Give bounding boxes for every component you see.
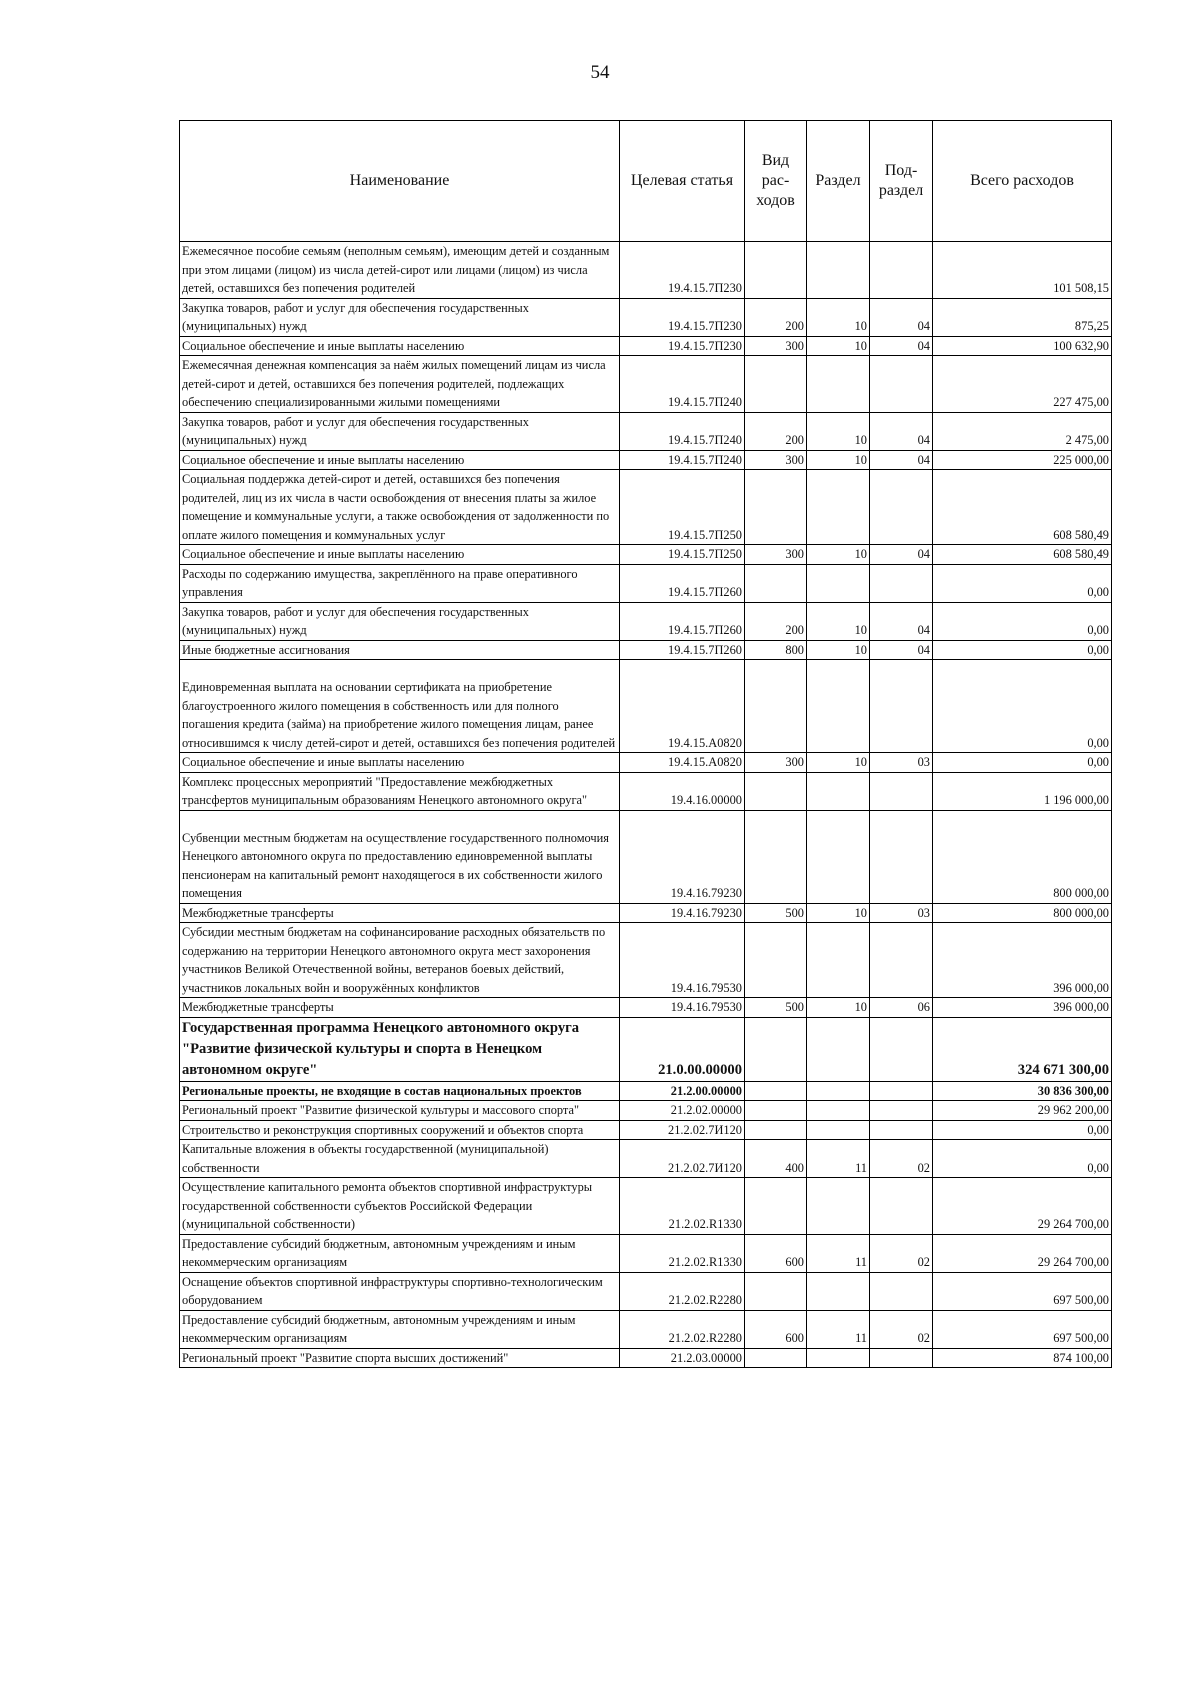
cell-target-article: 19.4.16.79530 (620, 923, 745, 998)
cell-target-article: 19.4.15.7П230 (620, 298, 745, 336)
cell-target-article: 19.4.15.7П240 (620, 450, 745, 470)
table-row (180, 412, 1112, 450)
cell-target-article: 19.4.15.7П240 (620, 412, 745, 450)
cell-name: Оснащение объектов спортивной инфраструктуры спортивно-технологическим оборудованием (180, 1272, 620, 1310)
cell-total: 100 632,90 (933, 336, 1112, 356)
cell-target-article: 21.2.02.R1330 (620, 1234, 745, 1272)
cell-section (807, 772, 870, 810)
cell-section: 10 (807, 545, 870, 565)
cell-subsection: 04 (870, 602, 933, 640)
cell-section (807, 1101, 870, 1121)
cell-total: 0,00 (933, 564, 1112, 602)
cell-name: Межбюджетные трансферты (180, 998, 620, 1018)
cell-subsection (870, 1101, 933, 1121)
cell-subsection (870, 1081, 933, 1101)
cell-subsection: 04 (870, 412, 933, 450)
table-row (180, 450, 1112, 470)
cell-name: Комплекс процессных мероприятий "Предоставление межбюджетных трансфертов муниципальным образованиям Ненецкого автономного округа" (180, 772, 620, 810)
table-header (180, 121, 1112, 242)
cell-section (807, 356, 870, 413)
header-target-article: Целевая статья (620, 121, 745, 242)
cell-section (807, 1178, 870, 1235)
table-row (180, 1120, 1112, 1140)
cell-subsection (870, 810, 933, 903)
cell-subsection (870, 772, 933, 810)
cell-expense-kind: 200 (745, 602, 807, 640)
cell-name: Осуществление капитального ремонта объектов спортивной инфраструктуры государственной собственности субъектов Российской Федерации (муниципальной собственности) (180, 1178, 620, 1235)
table-body (180, 242, 1112, 1368)
cell-name: Региональный проект "Развитие физической культуры и массового спорта" (180, 1101, 620, 1121)
cell-total: 29 962 200,00 (933, 1101, 1112, 1121)
table-row (180, 640, 1112, 660)
table-row (180, 336, 1112, 356)
cell-expense-kind: 500 (745, 998, 807, 1018)
table-row (180, 772, 1112, 810)
cell-target-article: 19.4.15.7П260 (620, 564, 745, 602)
cell-expense-kind (745, 1120, 807, 1140)
cell-name: Закупка товаров, работ и услуг для обеспечения государственных (муниципальных) нужд (180, 298, 620, 336)
cell-total: 0,00 (933, 1140, 1112, 1178)
cell-expense-kind (745, 242, 807, 299)
table-row (180, 564, 1112, 602)
cell-name: Государственная программа Ненецкого автономного округа "Развитие физической культуры и спорта в Ненецком автономном округе" (180, 1017, 620, 1081)
cell-total: 0,00 (933, 753, 1112, 773)
table-row (180, 1310, 1112, 1348)
cell-total: 0,00 (933, 640, 1112, 660)
header-total: Всего расходов (933, 121, 1112, 242)
cell-name: Субвенции местным бюджетам на осуществление государственного полномочия Ненецкого автономного округа по предоставлению единовременной выплаты пенсионерам на капитальный ремонт находящегося в их собственности жилого помещения (180, 810, 620, 903)
cell-total: 1 196 000,00 (933, 772, 1112, 810)
cell-expense-kind (745, 1348, 807, 1368)
cell-subsection: 04 (870, 336, 933, 356)
cell-target-article: 21.2.02.7И120 (620, 1140, 745, 1178)
cell-expense-kind (745, 660, 807, 753)
cell-subsection: 04 (870, 545, 933, 565)
cell-target-article: 19.4.15.7П260 (620, 640, 745, 660)
table-row (180, 903, 1112, 923)
cell-expense-kind: 300 (745, 753, 807, 773)
cell-target-article: 19.4.16.00000 (620, 772, 745, 810)
cell-target-article: 19.4.15.7П260 (620, 602, 745, 640)
cell-section: 10 (807, 412, 870, 450)
cell-subsection (870, 1120, 933, 1140)
cell-total: 874 100,00 (933, 1348, 1112, 1368)
table-row (180, 356, 1112, 413)
table-row (180, 602, 1112, 640)
cell-subsection (870, 242, 933, 299)
cell-target-article: 19.4.15.А0820 (620, 753, 745, 773)
cell-section (807, 1017, 870, 1081)
cell-expense-kind (745, 1178, 807, 1235)
cell-subsection: 02 (870, 1310, 933, 1348)
table-row (180, 298, 1112, 336)
cell-section: 10 (807, 753, 870, 773)
cell-section: 11 (807, 1140, 870, 1178)
cell-name: Социальное обеспечение и иные выплаты населению (180, 336, 620, 356)
cell-name: Субсидии местным бюджетам на софинансирование расходных обязательств по содержанию на территории Ненецкого автономного округа мест захоронения участников Великой Отечественной войны, ветеранов боевых действий, участников локальных войн и вооружённых конфликтов (180, 923, 620, 998)
cell-expense-kind: 500 (745, 903, 807, 923)
header-expense-kind: Вид рас- ходов (745, 121, 807, 242)
cell-expense-kind (745, 923, 807, 998)
cell-expense-kind: 300 (745, 336, 807, 356)
cell-subsection (870, 1178, 933, 1235)
cell-section (807, 1272, 870, 1310)
cell-target-article: 21.2.02.7И120 (620, 1120, 745, 1140)
cell-total: 29 264 700,00 (933, 1234, 1112, 1272)
cell-target-article: 21.2.00.00000 (620, 1081, 745, 1101)
cell-total: 608 580,49 (933, 545, 1112, 565)
cell-subsection: 04 (870, 298, 933, 336)
table-row (180, 242, 1112, 299)
table-row (180, 1272, 1112, 1310)
cell-name: Социальное обеспечение и иные выплаты населению (180, 450, 620, 470)
cell-section: 10 (807, 298, 870, 336)
table-row (180, 1234, 1112, 1272)
cell-subsection (870, 564, 933, 602)
cell-target-article: 19.4.15.7П250 (620, 470, 745, 545)
cell-section: 10 (807, 998, 870, 1018)
cell-name: Иные бюджетные ассигнования (180, 640, 620, 660)
cell-section (807, 242, 870, 299)
cell-subsection (870, 1017, 933, 1081)
cell-subsection: 02 (870, 1140, 933, 1178)
cell-total: 2 475,00 (933, 412, 1112, 450)
cell-subsection (870, 1272, 933, 1310)
cell-expense-kind: 800 (745, 640, 807, 660)
cell-section: 10 (807, 903, 870, 923)
cell-name: Предоставление субсидий бюджетным, автономным учреждениям и иным некоммерческим организациям (180, 1310, 620, 1348)
cell-target-article: 21.2.03.00000 (620, 1348, 745, 1368)
cell-name: Закупка товаров, работ и услуг для обеспечения государственных (муниципальных) нужд (180, 412, 620, 450)
cell-target-article: 19.4.16.79530 (620, 998, 745, 1018)
table-row (180, 1081, 1112, 1101)
cell-total: 324 671 300,00 (933, 1017, 1112, 1081)
cell-name: Ежемесячная денежная компенсация за наём жилых помещений лицам из числа детей-сирот и детей, оставшихся без попечения родителей, подлежащих обеспечению специализированными жилыми помещениями (180, 356, 620, 413)
cell-name: Социальное обеспечение и иные выплаты населению (180, 545, 620, 565)
cell-section (807, 923, 870, 998)
cell-expense-kind: 400 (745, 1140, 807, 1178)
cell-expense-kind (745, 772, 807, 810)
cell-section: 10 (807, 450, 870, 470)
table-row (180, 1140, 1112, 1178)
cell-target-article: 19.4.16.79230 (620, 903, 745, 923)
cell-target-article: 19.4.15.7П230 (620, 336, 745, 356)
cell-target-article: 21.2.02.R1330 (620, 1178, 745, 1235)
cell-total: 0,00 (933, 602, 1112, 640)
header-subsection: Под- раздел (870, 121, 933, 242)
cell-expense-kind (745, 1101, 807, 1121)
cell-total: 227 475,00 (933, 356, 1112, 413)
table-row (180, 998, 1112, 1018)
cell-subsection (870, 470, 933, 545)
cell-name: Расходы по содержанию имущества, закреплённого на праве оперативного управления (180, 564, 620, 602)
cell-target-article: 21.2.02.R2280 (620, 1272, 745, 1310)
cell-section (807, 1081, 870, 1101)
cell-total: 29 264 700,00 (933, 1178, 1112, 1235)
cell-name: Социальное обеспечение и иные выплаты населению (180, 753, 620, 773)
cell-target-article: 19.4.16.79230 (620, 810, 745, 903)
cell-name: Закупка товаров, работ и услуг для обеспечения государственных (муниципальных) нужд (180, 602, 620, 640)
cell-section (807, 660, 870, 753)
cell-expense-kind: 300 (745, 545, 807, 565)
table-row (180, 1178, 1112, 1235)
cell-name: Региональный проект "Развитие спорта высших достижений" (180, 1348, 620, 1368)
cell-section (807, 810, 870, 903)
table-row (180, 660, 1112, 753)
cell-total: 697 500,00 (933, 1272, 1112, 1310)
cell-name: Региональные проекты, не входящие в состав национальных проектов (180, 1081, 620, 1101)
cell-subsection: 04 (870, 640, 933, 660)
cell-subsection (870, 356, 933, 413)
cell-target-article: 19.4.15.А0820 (620, 660, 745, 753)
table-row (180, 1101, 1112, 1121)
cell-name: Строительство и реконструкция спортивных сооружений и объектов спорта (180, 1120, 620, 1140)
cell-section (807, 470, 870, 545)
cell-name: Межбюджетные трансферты (180, 903, 620, 923)
cell-expense-kind: 200 (745, 412, 807, 450)
cell-target-article: 21.0.00.00000 (620, 1017, 745, 1081)
table-row (180, 753, 1112, 773)
cell-expense-kind (745, 1272, 807, 1310)
cell-name: Капитальные вложения в объекты государственной (муниципальной) собственности (180, 1140, 620, 1178)
cell-total: 0,00 (933, 660, 1112, 753)
cell-expense-kind (745, 470, 807, 545)
cell-subsection: 02 (870, 1234, 933, 1272)
cell-total: 697 500,00 (933, 1310, 1112, 1348)
cell-subsection (870, 660, 933, 753)
cell-name: Ежемесячное пособие семьям (неполным семьям), имеющим детей и созданным при этом лицами (лицом) из числа детей-сирот или лицами (лицом) из числа детей, оставшихся без попечения родителей (180, 242, 620, 299)
cell-total: 875,25 (933, 298, 1112, 336)
table-row (180, 1348, 1112, 1368)
cell-section: 10 (807, 336, 870, 356)
cell-section (807, 564, 870, 602)
cell-expense-kind (745, 810, 807, 903)
header-section: Раздел (807, 121, 870, 242)
page-number: 54 (590, 62, 610, 83)
table-row (180, 1017, 1112, 1081)
cell-total: 396 000,00 (933, 923, 1112, 998)
cell-expense-kind (745, 1081, 807, 1101)
cell-total: 608 580,49 (933, 470, 1112, 545)
cell-target-article: 19.4.15.7П230 (620, 242, 745, 299)
cell-target-article: 19.4.15.7П250 (620, 545, 745, 565)
cell-name: Единовременная выплата на основании сертификата на приобретение благоустроенного жилого помещения в собственность или для полного погашения кредита (займа) на приобретение жилого помещения лицам, ранее относившимся к числу детей-сирот и детей, оставшихся без попечения родителей (180, 660, 620, 753)
cell-total: 101 508,15 (933, 242, 1112, 299)
cell-subsection (870, 1348, 933, 1368)
cell-expense-kind: 600 (745, 1234, 807, 1272)
cell-total: 0,00 (933, 1120, 1112, 1140)
cell-expense-kind (745, 564, 807, 602)
header-name: Наименование (180, 121, 620, 242)
budget-table (179, 120, 1112, 1368)
cell-section: 10 (807, 602, 870, 640)
cell-section: 11 (807, 1234, 870, 1272)
cell-expense-kind (745, 1017, 807, 1081)
cell-name: Социальная поддержка детей-сирот и детей, оставшихся без попечения родителей, лиц из их числа в части освобождения от внесения платы за жилое помещение и коммунальные услуги, а также освобождения от задолженности по оплате жилого помещения и коммунальных услуг (180, 470, 620, 545)
cell-subsection: 06 (870, 998, 933, 1018)
cell-subsection: 04 (870, 450, 933, 470)
cell-target-article: 19.4.15.7П240 (620, 356, 745, 413)
cell-name: Предоставление субсидий бюджетным, автономным учреждениям и иным некоммерческим организациям (180, 1234, 620, 1272)
cell-expense-kind (745, 356, 807, 413)
cell-target-article: 21.2.02.00000 (620, 1101, 745, 1121)
cell-section: 11 (807, 1310, 870, 1348)
cell-total: 800 000,00 (933, 810, 1112, 903)
cell-subsection: 03 (870, 903, 933, 923)
cell-section (807, 1348, 870, 1368)
table-row (180, 545, 1112, 565)
table-row (180, 923, 1112, 998)
table-row (180, 470, 1112, 545)
cell-section: 10 (807, 640, 870, 660)
cell-expense-kind: 300 (745, 450, 807, 470)
cell-target-article: 21.2.02.R2280 (620, 1310, 745, 1348)
cell-expense-kind: 200 (745, 298, 807, 336)
cell-total: 396 000,00 (933, 998, 1112, 1018)
cell-subsection (870, 923, 933, 998)
cell-section (807, 1120, 870, 1140)
cell-total: 225 000,00 (933, 450, 1112, 470)
cell-total: 800 000,00 (933, 903, 1112, 923)
table-row (180, 810, 1112, 903)
cell-expense-kind: 600 (745, 1310, 807, 1348)
cell-total: 30 836 300,00 (933, 1081, 1112, 1101)
cell-subsection: 03 (870, 753, 933, 773)
